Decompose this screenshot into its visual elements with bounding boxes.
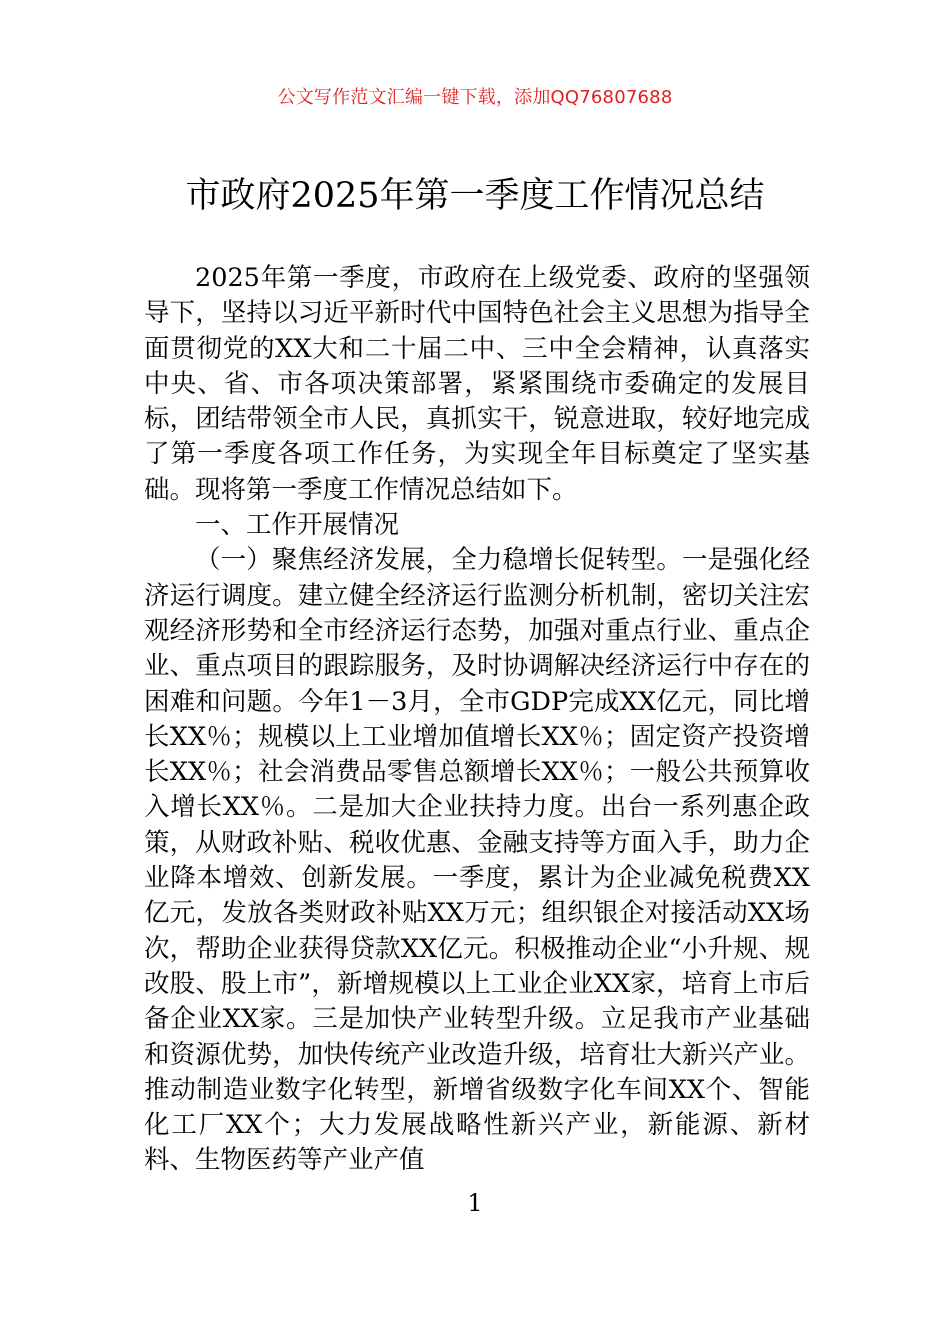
document-title: 市政府2025年第一季度工作情况总结: [185, 176, 765, 216]
section-heading: 一、工作开展情况: [195, 510, 400, 541]
document-body: [144, 261, 810, 1179]
page-number: 1: [467, 1189, 483, 1217]
economy-paragraph: （一）聚焦经济发展，全力稳增长促转型。一是强化经济运行调度。建立健全经济运行监测分析机制，密切关注宏观经济形势和全市经济运行态势，加强对重点行业、重点企业、重点项目的跟踪服务，及时协调解决经济运行中存在的困难和问题。今年1－3月，全市GDP完成XX亿元，同比增长XX％；规模以上工业增加值增长XX％；固定资产投资增长XX％；社会消费品零售总额增长XX％；一般公共预算收入增长XX％。二是加大企业扶持力度。出台一系列惠企政策，从财政补贴、税收优惠、金融支持等方面入手，助力企业降本增效、创新发展。一季度，累计为企业减免税费XX亿元，发放各类财政补贴XX万元；组织银企对接活动XX场次，帮助企业获得贷款XX亿元。积极推动企业“小升规、规改股、股上市”，新增规模以上工业企业XX家，培育上市后备企业XX家。三是加快产业转型升级。立足我市产业基础和资源优势，加快传统产业改造升级，培育壮大新兴产业。推动制造业数字化转型，新增省级数字化车间XX个、智能化工厂XX个；大力发展战略性新兴产业，新能源、新材料、生物医药等产业产值: [144, 545, 810, 1176]
intro-paragraph: 2025年第一季度，市政府在上级党委、政府的坚强领导下，坚持以习近平新时代中国特色社会主义思想为指导全面贯彻党的XX大和二十届二中、三中全会精神，认真落实中央、省、市各项决策部署，紧紧围绕市委确定的发展目标，团结带领全市人民，真抓实干，锐意进取，较好地完成了第一季度各项工作任务，为实现全年目标奠定了坚实基础。现将第一季度工作情况总结如下。: [144, 263, 810, 505]
download-promo-note: 公文写作范文汇编一键下载，添加QQ76807688: [277, 87, 673, 108]
